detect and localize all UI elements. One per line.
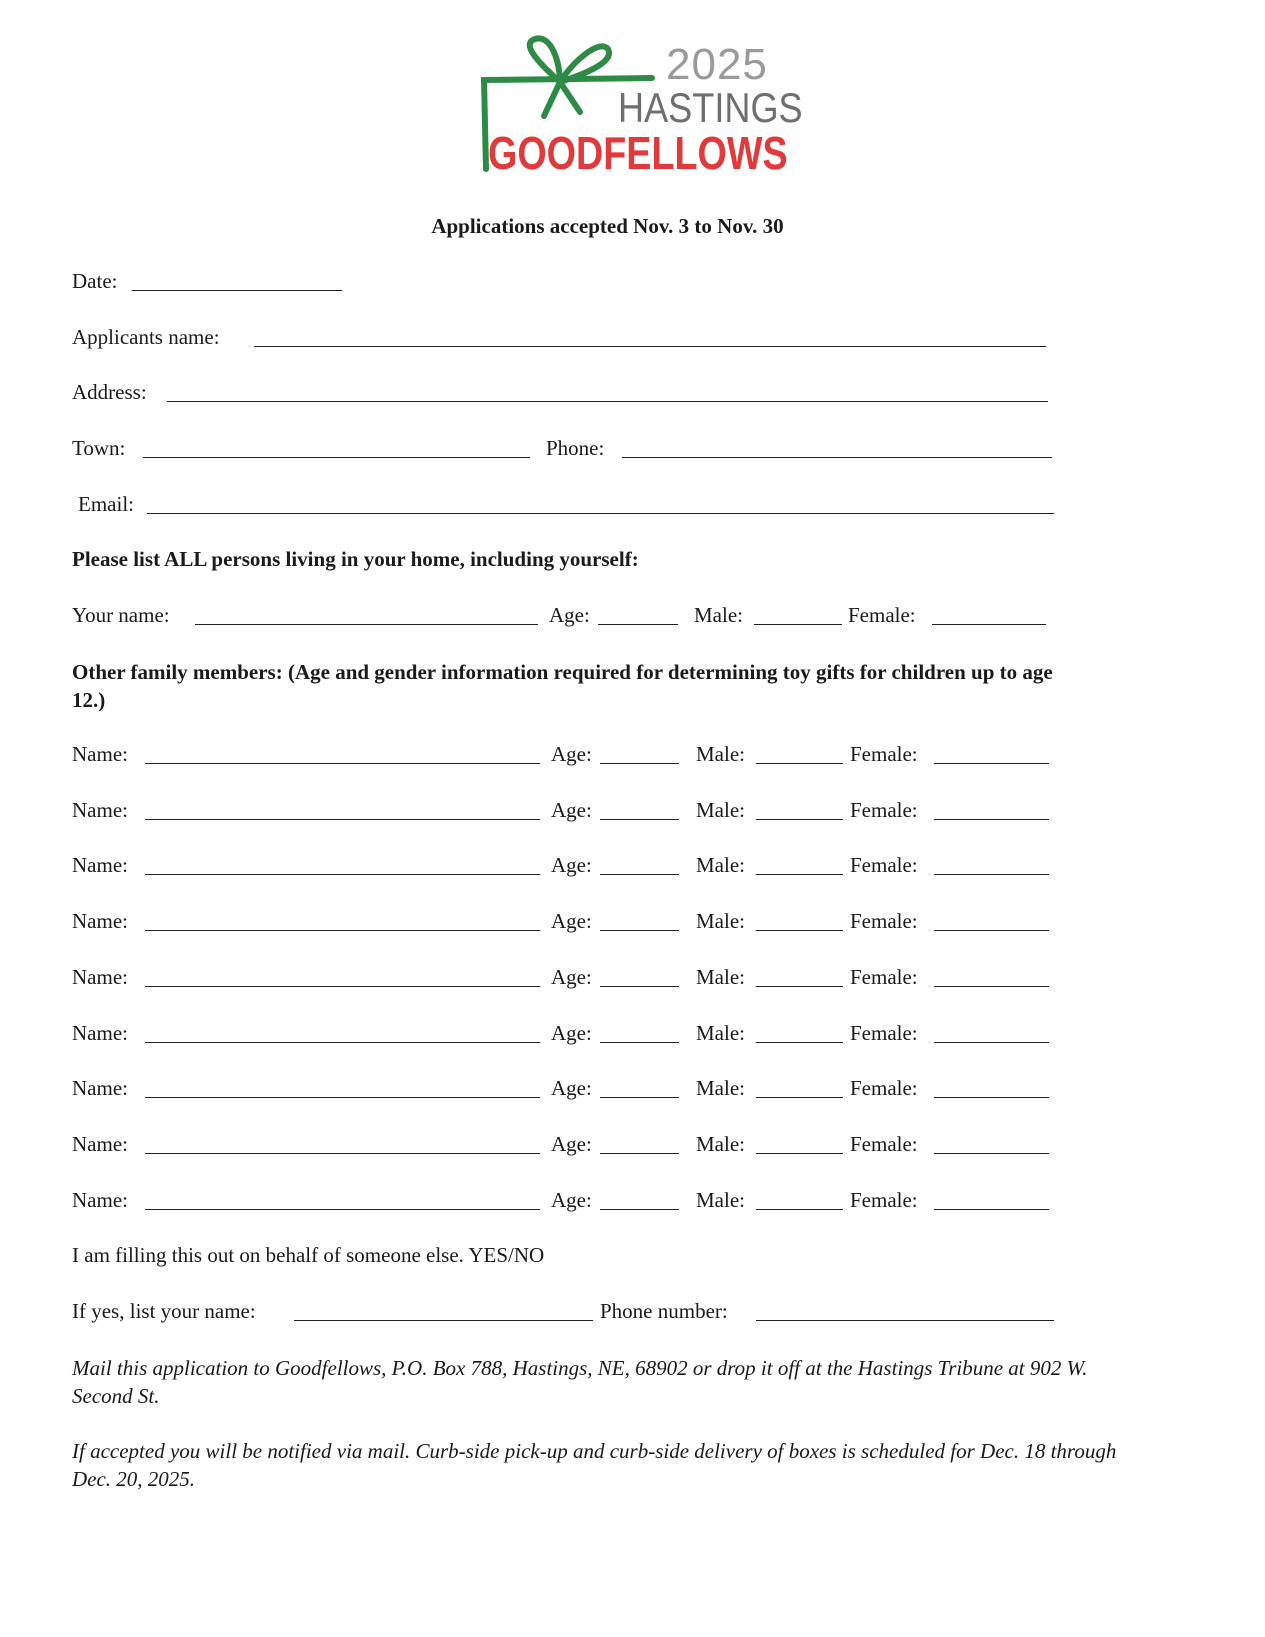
family-name-field[interactable] bbox=[145, 819, 540, 820]
applicant-name-field[interactable] bbox=[254, 346, 1046, 347]
family-female-label: Female: bbox=[850, 742, 918, 766]
family-male-label: Male: bbox=[696, 964, 745, 989]
phone-label: Phone: bbox=[546, 436, 605, 460]
family-female-label: Female: bbox=[850, 853, 918, 878]
family-age-field[interactable] bbox=[600, 1153, 679, 1154]
proxy-name-label: If yes, list your name: bbox=[72, 1299, 256, 1323]
subtitle: Applications accepted Nov. 3 to Nov. 30 bbox=[431, 214, 784, 238]
accepted-note: If accepted you will be notified via mail. Curb-side pick-up and curb-side delivery of boxes is scheduled for Dec. 18 through Dec. 20, 2025. bbox=[72, 1439, 1117, 1491]
family-name-field[interactable] bbox=[145, 1153, 540, 1154]
behalf-question: I am filling this out on behalf of someone else. YES/NO bbox=[72, 1243, 545, 1267]
family-age-label: Age: bbox=[551, 1076, 592, 1101]
your-name-label: Your name: bbox=[72, 603, 170, 627]
your-male-field[interactable] bbox=[754, 624, 842, 625]
family-female-field[interactable] bbox=[934, 930, 1049, 931]
family-name-field[interactable] bbox=[145, 1097, 540, 1098]
family-male-label: Male: bbox=[696, 1131, 745, 1156]
date-field[interactable] bbox=[132, 290, 342, 291]
your-male-label: Male: bbox=[694, 603, 743, 627]
family-name-label: Name: bbox=[72, 964, 128, 989]
family-male-field[interactable] bbox=[756, 930, 843, 931]
family-female-field[interactable] bbox=[934, 1097, 1049, 1098]
family-female-label: Female: bbox=[850, 964, 918, 989]
family-name-label: Name: bbox=[72, 797, 128, 822]
family-name-field[interactable] bbox=[145, 930, 540, 931]
family-female-field[interactable] bbox=[934, 1153, 1049, 1154]
proxy-phone-field[interactable] bbox=[756, 1320, 1054, 1321]
family-male-label: Male: bbox=[696, 742, 745, 766]
proxy-phone-label: Phone number: bbox=[600, 1299, 728, 1323]
town-field[interactable] bbox=[143, 457, 530, 458]
your-name-field[interactable] bbox=[195, 624, 538, 625]
date-label: Date: bbox=[72, 269, 118, 293]
family-male-label: Male: bbox=[696, 853, 745, 878]
family-age-field[interactable] bbox=[600, 1209, 679, 1210]
town-label: Town: bbox=[72, 436, 126, 460]
family-male-field[interactable] bbox=[756, 1153, 843, 1154]
your-female-label: Female: bbox=[848, 603, 916, 627]
family-female-label: Female: bbox=[850, 1076, 918, 1101]
logo-year: 2025 bbox=[666, 40, 768, 89]
family-male-field[interactable] bbox=[756, 1097, 843, 1098]
family-age-field[interactable] bbox=[600, 930, 679, 931]
email-field[interactable] bbox=[147, 513, 1054, 514]
family-male-field[interactable] bbox=[756, 874, 843, 875]
family-name-label: Name: bbox=[72, 909, 128, 934]
family-age-field[interactable] bbox=[600, 819, 679, 820]
mail-note: Mail this application to Goodfellows, P.O. Box 788, Hastings, NE, 68902 or drop it off at the Hastings Tribune at 902 W. Second St. bbox=[72, 1356, 1088, 1408]
family-female-field[interactable] bbox=[934, 986, 1049, 987]
address-label: Address: bbox=[72, 380, 147, 404]
logo-city: HASTINGS bbox=[618, 84, 803, 131]
family-female-field[interactable] bbox=[934, 874, 1049, 875]
family-male-field[interactable] bbox=[756, 819, 843, 820]
your-age-label: Age: bbox=[549, 603, 590, 627]
family-male-label: Male: bbox=[696, 1076, 745, 1101]
email-label: Email: bbox=[78, 492, 134, 516]
family-name-field[interactable] bbox=[145, 1042, 540, 1043]
family-name-field[interactable] bbox=[145, 763, 540, 764]
logo-name: GOODFELLOWS bbox=[488, 127, 788, 179]
phone-field[interactable] bbox=[622, 457, 1052, 458]
household-heading: Please list ALL persons living in your home, including yourself: bbox=[72, 547, 639, 571]
family-male-label: Male: bbox=[696, 1187, 745, 1212]
family-age-field[interactable] bbox=[600, 1042, 679, 1043]
family-name-field[interactable] bbox=[145, 1209, 540, 1210]
family-female-label: Female: bbox=[850, 909, 918, 934]
family-name-label: Name: bbox=[72, 1131, 128, 1156]
family-age-field[interactable] bbox=[600, 1097, 679, 1098]
family-female-label: Female: bbox=[850, 1131, 918, 1156]
your-female-field[interactable] bbox=[932, 624, 1046, 625]
family-female-label: Female: bbox=[850, 1187, 918, 1212]
family-male-label: Male: bbox=[696, 797, 745, 822]
family-male-field[interactable] bbox=[756, 986, 843, 987]
family-female-field[interactable] bbox=[934, 1042, 1049, 1043]
family-name-label: Name: bbox=[72, 1076, 128, 1101]
family-age-field[interactable] bbox=[600, 986, 679, 987]
family-male-label: Male: bbox=[696, 909, 745, 934]
family-female-field[interactable] bbox=[934, 763, 1049, 764]
family-female-field[interactable] bbox=[934, 819, 1049, 820]
family-age-label: Age: bbox=[551, 742, 592, 766]
family-heading: Other family members: (Age and gender information required for determining toy gifts for children up to age 12.) bbox=[72, 660, 1053, 712]
proxy-name-field[interactable] bbox=[294, 1320, 593, 1321]
family-name-field[interactable] bbox=[145, 986, 540, 987]
family-age-label: Age: bbox=[551, 1187, 592, 1212]
family-female-label: Female: bbox=[850, 1020, 918, 1045]
goodfellows-logo bbox=[480, 34, 810, 184]
family-female-field[interactable] bbox=[934, 1209, 1049, 1210]
family-male-field[interactable] bbox=[756, 1209, 843, 1210]
family-female-label: Female: bbox=[850, 797, 918, 822]
family-age-label: Age: bbox=[551, 797, 592, 822]
your-age-field[interactable] bbox=[598, 624, 678, 625]
applicant-name-label: Applicants name: bbox=[72, 325, 220, 349]
family-name-label: Name: bbox=[72, 1187, 128, 1212]
family-age-label: Age: bbox=[551, 909, 592, 934]
family-name-field[interactable] bbox=[145, 874, 540, 875]
family-age-label: Age: bbox=[551, 1131, 592, 1156]
family-name-label: Name: bbox=[72, 1020, 128, 1045]
family-name-label: Name: bbox=[72, 853, 128, 878]
family-age-label: Age: bbox=[551, 853, 592, 878]
address-field[interactable] bbox=[167, 401, 1048, 402]
family-male-field[interactable] bbox=[756, 1042, 843, 1043]
family-male-field[interactable] bbox=[756, 763, 843, 764]
family-name-label: Name: bbox=[72, 742, 128, 766]
family-male-label: Male: bbox=[696, 1020, 745, 1045]
family-age-label: Age: bbox=[551, 1020, 592, 1045]
family-age-field[interactable] bbox=[600, 874, 679, 875]
family-age-label: Age: bbox=[551, 964, 592, 989]
family-age-field[interactable] bbox=[600, 763, 679, 764]
